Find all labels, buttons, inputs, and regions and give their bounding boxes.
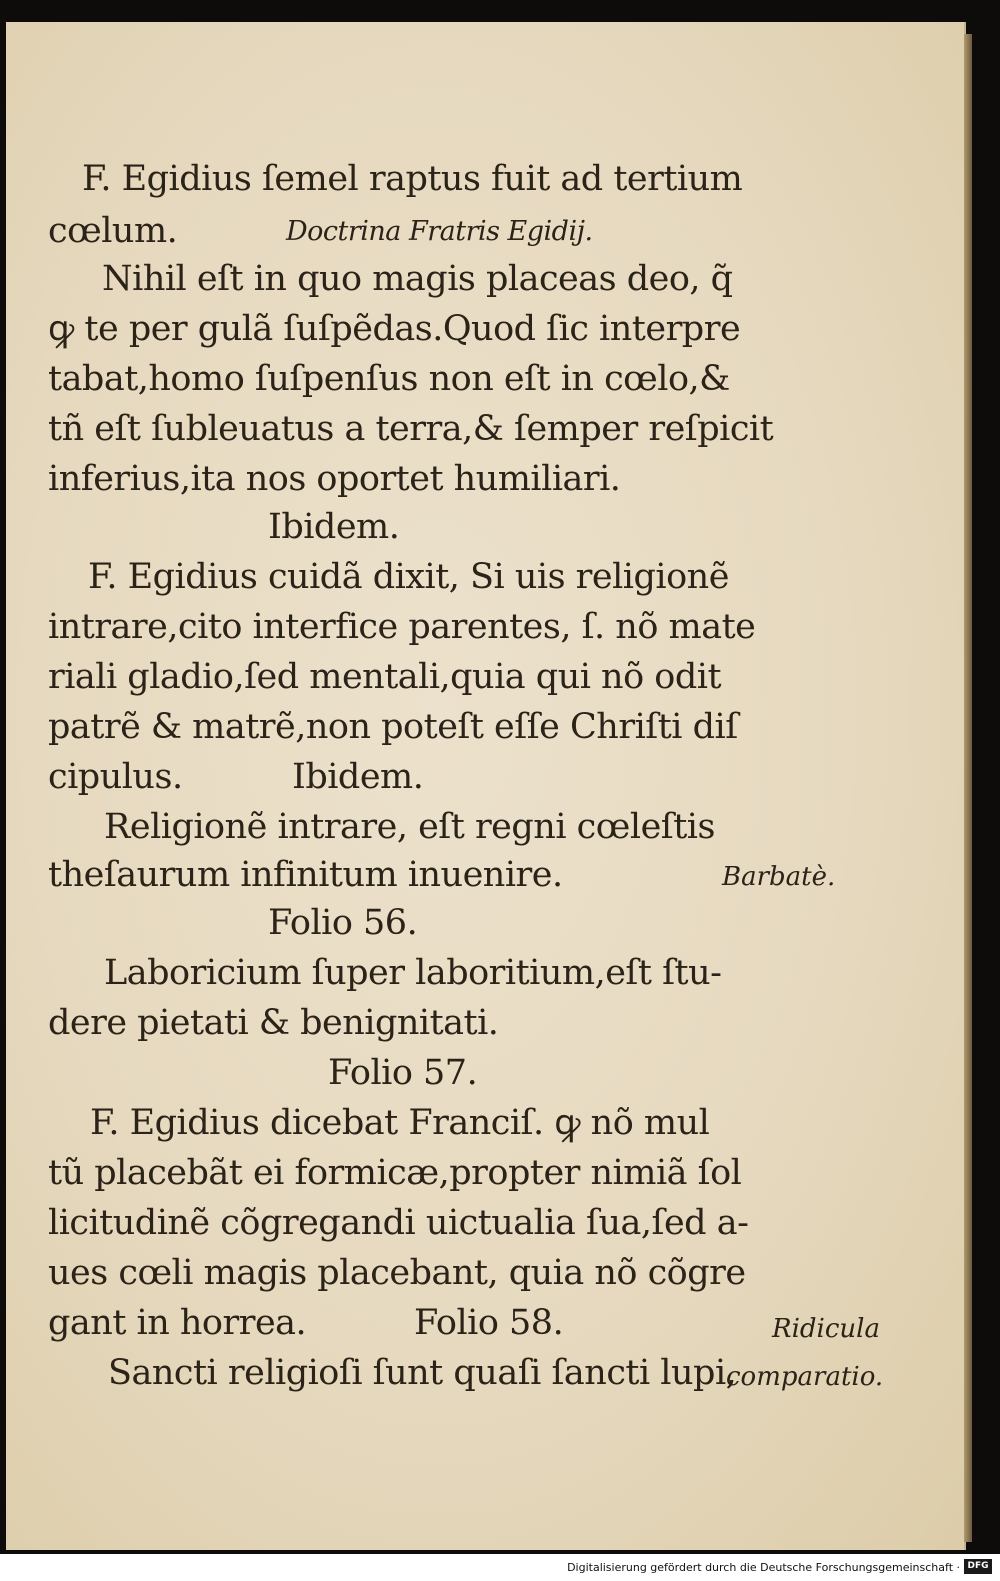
text-line: Laboricium ſuper laboritium,eſt ſtu-: [104, 953, 722, 993]
text-line: theſaurum infinitum inuenire.: [48, 855, 563, 895]
text-line: Nihil eſt in quo magis placeas deo, q̃: [102, 259, 733, 299]
margin-note-comparatio: comparatio.: [726, 1362, 884, 1392]
dfg-logo-icon: DFG: [964, 1559, 992, 1574]
text-line: tñ eſt ſubleuatus a terra,& ſemper reſpicit: [48, 409, 774, 449]
text-line: ues cœli magis placebant, quia nõ cõgre: [48, 1253, 746, 1293]
source-reference: Folio 58.: [414, 1303, 564, 1343]
text-line: licitudinẽ cõgregandi uictualia ſua,ſed a-: [48, 1203, 749, 1243]
page-edge: [964, 34, 972, 1542]
margin-note-barbate: Barbatè.: [722, 862, 836, 892]
text-line: tũ placebãt ei formicæ,propter nimiã ſol: [48, 1153, 742, 1193]
text-line: F. Egidius ſemel raptus fuit ad tertium: [82, 159, 743, 199]
text-line: ꝙ te per gulã ſuſpẽdas.Quod ſic interpre: [48, 309, 741, 349]
text-line: intrare,cito interfice parentes, ſ. nõ mate: [48, 607, 756, 647]
source-reference: Ibidem.: [292, 757, 424, 797]
source-reference: Folio 57.: [328, 1053, 478, 1093]
text-line: F. Egidius cuidã dixit, Si uis religionẽ: [88, 557, 729, 597]
text-line: patrẽ & matrẽ,non poteſt eſſe Chriſti diſ: [48, 707, 738, 747]
text-line: Religionẽ intrare, eſt regni cœleſtis: [104, 807, 715, 847]
text-line: inferius,ita nos oportet humiliari.: [48, 459, 621, 499]
text-line: F. Egidius dicebat Franciſ. ꝙ nõ mul: [90, 1103, 710, 1143]
text-line: gant in horrea.: [48, 1303, 307, 1343]
section-heading: Doctrina Fratris Egidij.: [286, 216, 593, 247]
source-reference: Ibidem.: [268, 507, 400, 547]
digitization-credit: Digitalisierung gefördert durch die Deutsche Forschungsgemeinschaft ·: [567, 1561, 960, 1574]
text-line: riali gladio,ſed mentali,quia qui nõ odit: [48, 657, 722, 697]
text-line: cipulus.: [48, 757, 183, 797]
text-line: Sancti religioſi ſunt quaſi ſancti lupi,: [108, 1353, 737, 1393]
text-line: cœlum.: [48, 211, 178, 251]
margin-note-ridicula: Ridicula: [772, 1314, 880, 1344]
source-reference: Folio 56.: [268, 903, 418, 943]
text-line: tabat,homo ſuſpenſus non eſt in cœlo,&: [48, 359, 730, 399]
text-line: dere pietati & benignitati.: [48, 1003, 499, 1043]
